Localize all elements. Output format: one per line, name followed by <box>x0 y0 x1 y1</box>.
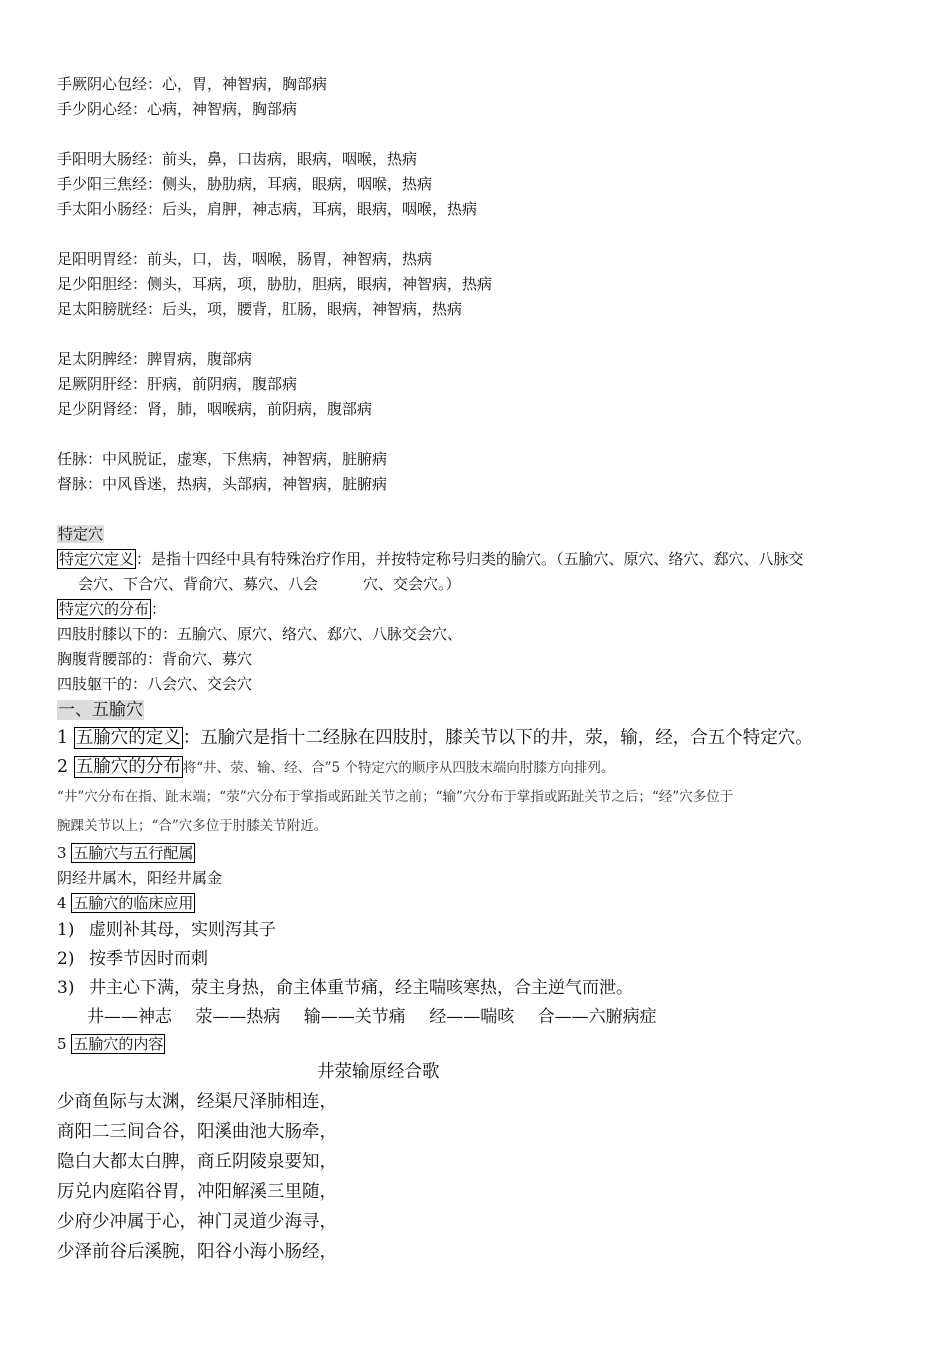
meridian-line: 手太阳小肠经：后头，肩胛，神志病，耳病，眼病，咽喉，热病 <box>57 200 478 218</box>
section-heading: 特定穴 <box>58 525 104 543</box>
foot-yang-group <box>57 247 907 322</box>
definition-label: 特定穴定义 <box>59 550 135 568</box>
meridian-line: 任脉：中风脱证，虚寒，下焦病，神智病，脏腑病 <box>57 450 388 468</box>
item-label: 五腧穴的临床应用 <box>73 894 194 912</box>
item-label: 五腧穴的内容 <box>73 1035 164 1053</box>
meridian-line: 足少阳胆经：侧头，耳病，项，胁肋，胆病，眼病，神智病，热病 <box>57 275 493 293</box>
item-number: 3 <box>57 844 72 862</box>
distribution-line: 四肢躯干的：八会穴、交会穴 <box>57 675 253 693</box>
item-label: 五腧穴与五行配属 <box>73 844 194 862</box>
document-page <box>57 72 907 1267</box>
verse-line: 厉兑内庭陷谷胃，冲阳解溪三里随， <box>57 1182 337 1202</box>
item-number: 4 <box>57 894 72 912</box>
verse-line: 少商鱼际与太渊，经渠尺泽肺相连， <box>57 1092 337 1112</box>
meridian-line: 足厥阴肝经：肝病，前阴病，腹部病 <box>57 375 298 393</box>
distribution-detail: 腕踝关节以上；“合”穴多位于肘膝关节附近。 <box>57 818 328 834</box>
verse-line: 商阳二三间合谷，阳溪曲池大肠牵， <box>57 1122 337 1142</box>
meridian-line: 足太阳膀胱经：后头，项，腰背，肛肠，眼病，神智病，热病 <box>57 300 463 318</box>
pair: 荥——热病 <box>195 1007 281 1027</box>
section-heading: 一、五腧穴 <box>58 700 143 720</box>
meridian-line: 手少阳三焦经：侧头，胁肋病，耳病，眼病，咽喉，热病 <box>57 175 433 193</box>
item-text: ：五腧穴是指十二经脉在四肢肘，膝关节以下的井，荥，输，经，合五个特定穴。 <box>182 728 813 748</box>
pair: 合——六腑病症 <box>537 1007 657 1027</box>
item-text: 将“井、荥、输、经、合”5 个特定穴的顺序从四肢末端向肘膝方向排列。 <box>182 760 615 776</box>
item-number: 1 <box>57 728 74 748</box>
verse-line: 少府少冲属于心，神门灵道少海寻， <box>57 1212 337 1232</box>
five-shu-section <box>57 697 907 1057</box>
item-number: 5 <box>57 1035 72 1053</box>
distribution-label: 特定穴的分布 <box>59 600 150 618</box>
meridian-line: 手厥阴心包经：心，胃，神智病，胸部病 <box>57 75 328 93</box>
definition-continuation: 会穴、下合穴、背俞穴、募穴、八会 穴、交会穴。） <box>78 575 461 593</box>
meridian-line: 足太阴脾经：脾胃病，腹部病 <box>57 350 253 368</box>
extra-vessels-group <box>57 447 907 497</box>
hand-yin-group <box>57 72 907 122</box>
distribution-colon: ： <box>151 600 167 618</box>
distribution-line: 四肢肘膝以下的：五腧穴、原穴、络穴、郄穴、八脉交会穴、 <box>57 625 463 643</box>
song-title: 井荥输原经合歌 <box>317 1062 440 1082</box>
meridian-line: 手阳明大肠经：前头，鼻，口齿病，眼病，咽喉，热病 <box>57 150 418 168</box>
special-points-section <box>57 522 907 697</box>
indication-pairs <box>57 1003 907 1032</box>
pair: 输——关节痛 <box>303 1007 406 1027</box>
verse-line: 隐白大都太白脾，商丘阴陵泉要知， <box>57 1152 337 1172</box>
pair: 经——喘咳 <box>429 1007 515 1027</box>
meridian-line: 手少阴心经：心病，神智病，胸部病 <box>57 100 298 118</box>
list-item: 1) 虚则补其母，实则泻其子 <box>57 920 276 940</box>
meridian-line: 足少阴肾经：肾，肺，咽喉病，前阴病，腹部病 <box>57 400 373 418</box>
pair: 井——神志 <box>87 1007 172 1027</box>
distribution-detail: “井”穴分布在指、趾末端；“荥”穴分布于掌指或跖趾关节之前；“输”穴分布于掌指或跖趾关节之后；“经”穴多位于 <box>57 789 734 805</box>
definition-text: ：是指十四经中具有特殊治疗作用，并按特定称号归类的腧穴。（五腧穴、原穴、络穴、郄穴、八脉交 <box>136 550 804 568</box>
meridian-line: 足阳明胃经：前头，口，齿，咽喉，肠胃，神智病，热病 <box>57 250 433 268</box>
verse-line: 少泽前谷后溪腕，阳谷小海小肠经， <box>57 1242 337 1262</box>
list-item: 3) 井主心下满，荥主身热，俞主体重节痛，经主喘咳寒热，合主逆气而泄。 <box>57 978 633 998</box>
meridian-line: 督脉：中风昏迷，热病，头部病，神智病，脏腑病 <box>57 475 388 493</box>
foot-yin-group <box>57 347 907 422</box>
list-item: 2) 按季节因时而刺 <box>57 949 208 969</box>
distribution-line: 胸腹背腰部的：背俞穴、募穴 <box>57 650 253 668</box>
item-number: 2 <box>57 757 74 777</box>
song-section <box>57 1057 907 1267</box>
item-text: 阴经井属木，阳经井属金 <box>57 869 223 887</box>
item-label: 五腧穴的分布 <box>75 757 181 777</box>
hand-yang-group <box>57 147 907 222</box>
item-label: 五腧穴的定义 <box>75 728 181 748</box>
